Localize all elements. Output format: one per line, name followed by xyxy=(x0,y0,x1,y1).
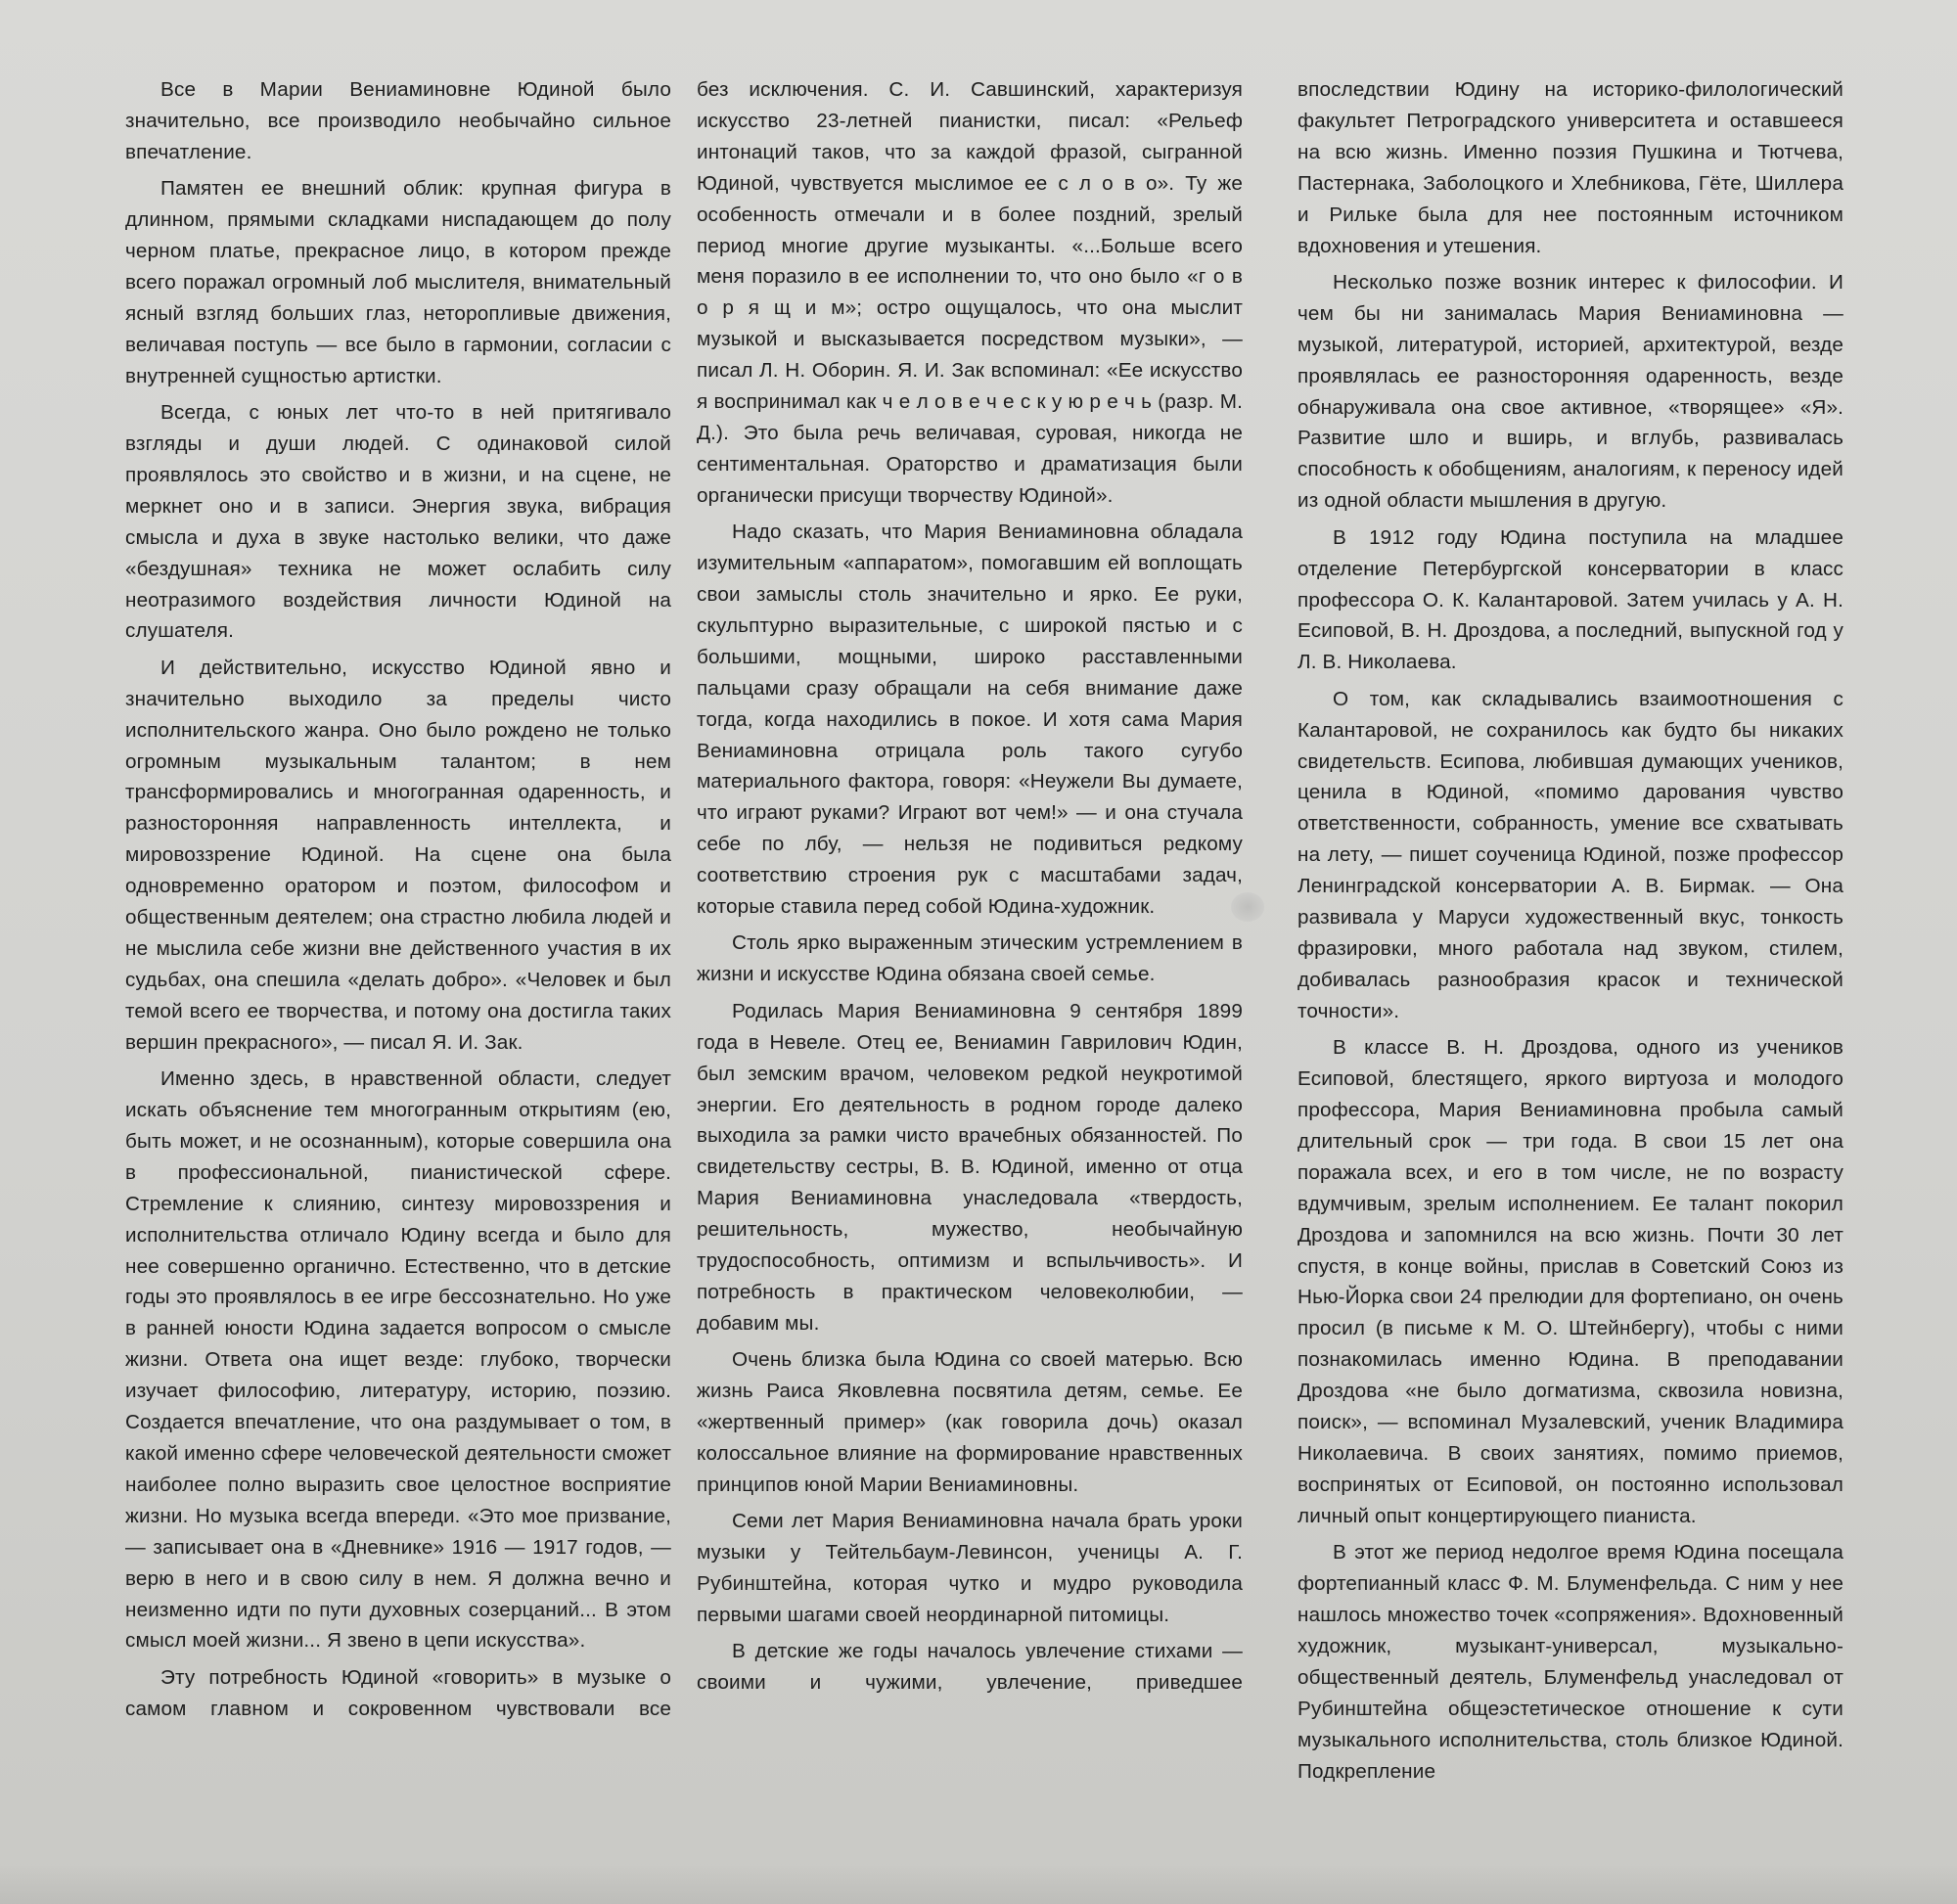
paragraph: Столь ярко выраженным этическим устремлением в жизни и искусстве Юдина обязана своей семье. xyxy=(697,931,1243,986)
paragraph: Родилась Мария Вениаминовна 9 сентября 1899 года в Невеле. Отец ее, Вениамин Гаврилович Юдин, был земским врачом, человеком редкой неукротимой энергии. Его деятельность в родном городе далеко выходила за рамки чисто врачебных обязанностей. По свидетельству сестры, В. В. Юдиной, именно от отца Мария Вениаминовна унаследовала «твердость, решительность, мужество, необычайную трудоспособность, оптимизм и вспыльчивость». И потребность в практическом человеколюбии, — добавим мы. xyxy=(697,999,1243,1335)
paragraph: В этот же период недолгое время Юдина посещала фортепианный класс Ф. М. Блуменфельда. С ним у нее нашлось множество точек «сопряжения». Вдохновенный художник, музыкант-универсал, музыкально-общественный деятель, Блуменфельд унаследовал от Рубинштейна общеэстетическое отношение к сути музыкального исполнительства, столь близкое Юдиной. Подкрепление xyxy=(1297,1541,1843,1783)
paragraph: Семи лет Мария Вениаминовна начала брать уроки музыки у Тейтельбаум-Левинсон, ученицы А. Г. Рубинштейна, которая чутко и мудро руководила первыми шагами своей неординарной питомицы. xyxy=(697,1510,1243,1626)
paragraph: Эту потребность Юдиной «говорить» в музыке о самом главном и сокровенном чувствовали все xyxy=(125,1665,671,1720)
paragraph: В 1912 году Юдина поступила на младшее отделение Петербургской консерватории в класс профессора О. К. Калантаровой. Затем училась у А. Н. Есиповой, В. Н. Дроздова, а последний, выпускной год у Л. В. Николаева. xyxy=(1297,525,1843,674)
paper-smudge xyxy=(1231,892,1264,922)
text-column-2 xyxy=(697,74,1243,1699)
paragraph: В детские же годы началось увлечение стихами — своими и чужими, увлечение, приведшее xyxy=(697,1640,1243,1695)
page-edge-shadow xyxy=(0,1865,1957,1904)
paragraph: Всегда, с юных лет что-то в ней притягивало взгляды и души людей. С одинаковой силой проявлялось это свойство и в жизни, и на сцене, не меркнет оно и в записи. Энергия звука, вибрация смысла и духа в звуке настолько велики, что даже «бездушная» техника не может ослабить силу неотразимого воздействия личности Юдиной на слушателя. xyxy=(125,401,671,643)
paragraph: Надо сказать, что Мария Вениаминовна обладала изумительным «аппаратом», помогавшим ей воплощать свои замыслы столь значительно и ярко. Ее руки, скульптурно выразительные, с широкой пястью и с большими, мощными, широко расставленными пальцами сразу обращали на себя внимание даже тогда, когда находились в покое. И хотя сама Мария Вениаминовна отрицала роль такого сугубо материального фактора, говоря: «Неужели Вы думаете, что играют руками? Играют вот чем!» — и она стучала себе по лбу, — нельзя не подивиться редкому соответствию строения рук с масштабами задач, которые ставила перед собой Юдина-художник. xyxy=(697,521,1243,919)
paragraph: В классе В. Н. Дроздова, одного из учеников Есиповой, блестящего, яркого виртуоза и молодого профессора, Мария Вениаминовна пробыла самый длительный срок — три года. В свои 15 лет она поражала всех, и его в том числе, не по возрасту вдумчивым, зрелым исполнением. Ее талант покорил Дроздова и запомнился на всю жизнь. Почти 30 лет спустя, в конце войны, прислав в Советский Союз из Нью-Йорка свои 24 прелюдии для фортепиано, он очень просил (в письме к М. О. Штейнбергу), чтобы с ними познакомилась именно Юдина. В преподавании Дроздова «не было догматизма, сквозила новизна, поиск», — вспоминал Музалевский, ученик Владимира Николаевича. В своих занятиях, помимо приемов, воспринятых от Есиповой, он постоянно использовал личный опыт концертирующего пианиста. xyxy=(1297,1036,1843,1527)
paragraph-continued: без исключения. С. И. Савшинский, характеризуя искусство 23-летней пианистки, писал: «Рельеф интонаций таков, что за каждой фразой, сыгранной Юдиной, чувствуется мыслимое ее с л о в о». Ту же особенность отмечали и в более поздний, зрелый период многие другие музыканты. «...Больше всего меня поразило в ее исполнении то, что оно было «г о в о р я щ и м»; остро ощущалось, что она мыслит музыкой и высказывается посредством музыки», — писал Л. Н. Оборин. Я. И. Зак вспоминал: «Ее искусство я воспринимал как ч е л о в е ч е с к у ю р е ч ь (разр. М. Д.). Это была речь величавая, суровая, никогда не сентиментальная. Ораторство и драматизация были органически присущи творчеству Юдиной». xyxy=(697,78,1243,507)
paragraph: И действительно, искусство Юдиной явно и значительно выходило за пределы чисто исполнительского жанра. Оно было рождено не только огромным музыкальным талантом; в нем трансформировались и многогранная одаренность, и разносторонняя направленность интеллекта, и мировоззрение Юдиной. На сцене она была одновременно оратором и поэтом, философом и общественным деятелем; она страстно любила людей и не мыслила себе жизни вне действенного участия в их судьбах, она спешила «делать добро». «Человек и был темой всего ее творчества, и потому она достигла таких вершин прекрасного», — писал Я. И. Зак. xyxy=(125,656,671,1054)
paragraph: О том, как складывались взаимоотношения с Калантаровой, не сохранилось как будто бы никаких свидетельств. Есипова, любившая думающих учеников, ценила в Юдиной, «помимо дарования чувство ответственности, собранность, умение все схватывать на лету, — пишет соученица Юдиной, позже профессор Ленинградской консерватории А. В. Бирмак. — Она развивала у Маруси художественный вкус, тонкость фразировки, много работала над звуком, стилем, добивалась разнообразия красок и технической точности». xyxy=(1297,687,1843,1022)
paragraph: Очень близка была Юдина со своей матерью. Всю жизнь Раиса Яковлевна посвятила детям, семье. Ее «жертвенный пример» (как говорила дочь) оказал колоссальное влияние на формирование нравственных принципов юной Марии Вениаминовны. xyxy=(697,1348,1243,1496)
text-column-3 xyxy=(1297,74,1843,1787)
paragraph: Все в Марии Вениаминовне Юдиной было значительно, все производило необычайно сильное впечатление. xyxy=(125,78,671,163)
paragraph-continued: впоследствии Юдину на историко-филологический факультет Петроградского университета и оставшееся на всю жизнь. Именно поэзия Пушкина и Тютчева, Пастернака, Заболоцкого и Хлебникова, Гёте, Шиллера и Рильке была для нее постоянным источником вдохновения и утешения. xyxy=(1297,78,1843,257)
text-column-1 xyxy=(125,74,671,1725)
paragraph: Несколько позже возник интерес к философии. И чем бы ни занималась Мария Вениаминовна — музыкой, литературой, историей, архитектурой, везде проявлялась ее разносторонняя одаренность, везде обнаруживала она свое активное, «творящее» «Я». Развитие шло и вширь, и вглубь, развивалась способность к обобщениям, аналогиям, к переносу идей из одной области мышления в другую. xyxy=(1297,270,1843,513)
paragraph: Памятен ее внешний облик: крупная фигура в длинном, прямыми складками ниспадающем до полу черном платье, прекрасное лицо, в котором прежде всего поражал огромный лоб мыслителя, внимательный ясный взгляд больших глаз, неторопливые движения, величавая поступь — все было в гармонии, согласии с внутренней сущностью артистки. xyxy=(125,177,671,387)
paragraph: Именно здесь, в нравственной области, следует искать объяснение тем многогранным открытиям (ею, быть может, и не осознанным), которые совершила она в профессиональной, пианистической сфере. Стремление к слиянию, синтезу мировоззрения и исполнительства отличало Юдину всегда и было для нее совершенно органично. Естественно, что в детские годы это проявлялось в ее игре бессознательно. Но уже в ранней юности Юдина задается вопросом о смысле жизни. Ответа она ищет везде: глубоко, творчески изучает философию, литературу, историю, поэзию. Создается впечатление, что она раздумывает о том, в какой именно сфере человеческой деятельности сможет наиболее полно выразить свое целостное восприятие жизни. Но музыка всегда впереди. «Это мое призвание, — записывает она в «Дневнике» 1916 — 1917 годов, — верю в него и в свою силу в нем. Я должна вечно и неизменно идти по пути духовных созерцаний... В этом смысл моей жизни... Я звено в цепи искусства». xyxy=(125,1067,671,1653)
